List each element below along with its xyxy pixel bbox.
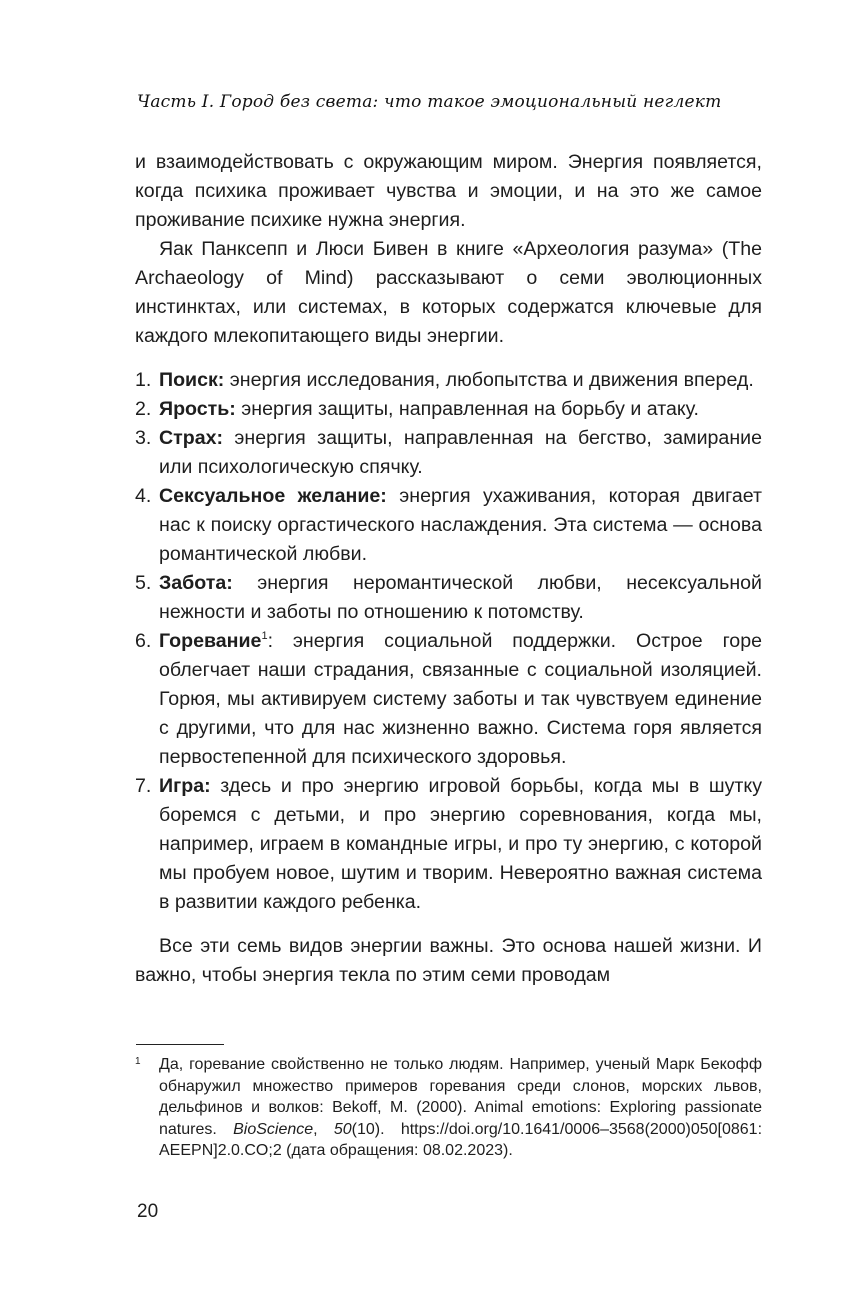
list-item: 2. Ярость: энергия защиты, направленная на борьбу и атаку.	[135, 398, 699, 420]
list-item-term: Поиск:	[159, 369, 225, 391]
list-item-term: Страх:	[159, 427, 224, 449]
journal-name: BioScience	[233, 1120, 314, 1138]
paragraph: Яак Панксепп и Люси Бивен в книге «Археология разума» (The Archaeology of Mind) рассказывают о семи эволюционных инстинктах, или системах, в которых содержатся ключевые для каждого млекопитающего виды энергии.	[135, 238, 762, 347]
footnote	[135, 1054, 762, 1162]
list-item: 7. Игра: здесь и про энергию игровой борьбы, когда мы в шутку боремся с детьми, и про энергию соревнования, когда мы, например, играем в командные игры, и про ту энергию, с которой мы пробуем новое, шутим и творим. Невероятно важная система в развитии каждого ребенка.	[135, 775, 762, 913]
main-text	[135, 148, 762, 990]
footnote-divider	[136, 1044, 224, 1045]
list-item-term: Горевание	[159, 630, 262, 652]
list-item: 1. Поиск: энергия исследования, любопытства и движения вперед.	[135, 369, 754, 391]
list-item: 5. Забота: энергия неромантической любви, несексуальной нежности и заботы по отношению к потомству.	[135, 572, 762, 623]
list-item: 6. Горевание$^1$: энергия социальной поддержки. Острое горе облегчает наши страдания, связанные с социальной изоляцией. Горюя, мы активируем систему заботы и так чувствуем единение с другими, что для нас жизненно важно. Система горя является первостепенной для психического здоровья.	[135, 630, 762, 768]
list-item: 3. Страх: энергия защиты, направленная на бегство, замирание или психологическую спячку.	[135, 427, 762, 478]
list-item: 4. Сексуальное желание: энергия ухаживания, которая двигает нас к поиску оргастического наслаждения. Эта система — основа романтической любви.	[135, 485, 762, 565]
list-item-term: Забота:	[159, 572, 233, 594]
list-item-term: Игра:	[159, 775, 211, 797]
footnote-mark: 1	[135, 1056, 141, 1067]
footnote-reference: 1	[261, 630, 268, 642]
list-item-term: Сексуальное желание:	[159, 485, 387, 507]
journal-volume: 50	[333, 1120, 352, 1138]
paragraph: Все эти семь видов энергии важны. Это основа нашей жизни. И важно, чтобы энергия текла по этим семи проводам	[135, 935, 762, 986]
energy-systems-list	[135, 366, 762, 917]
list-item-term: Ярость:	[159, 398, 236, 420]
paragraph: и взаимодействовать с окружающим миром. Энергия появляется, когда психика проживает чувства и эмоции, и на это же самое проживание психике нужна энергия.	[135, 151, 762, 231]
running-head: Часть I. Город без света: что такое эмоциональный неглект	[137, 92, 722, 112]
footnote-text: Да, горевание свойственно не только людям. Например, ученый Марк Бекофф обнаружил множество примеров горевания среди слонов, морских львов, дельфинов и волков: Bekoff, M. (2000). Animal emotions: Exploring passionate natures. BioScience, 50(10). https://doi.org/10.1641/0006–3568(2000)050[0861: AEEPN]2.0.CO;2 (дата обращения: 08.02.2023).	[159, 1056, 763, 1159]
page-number: 20	[137, 1201, 159, 1222]
